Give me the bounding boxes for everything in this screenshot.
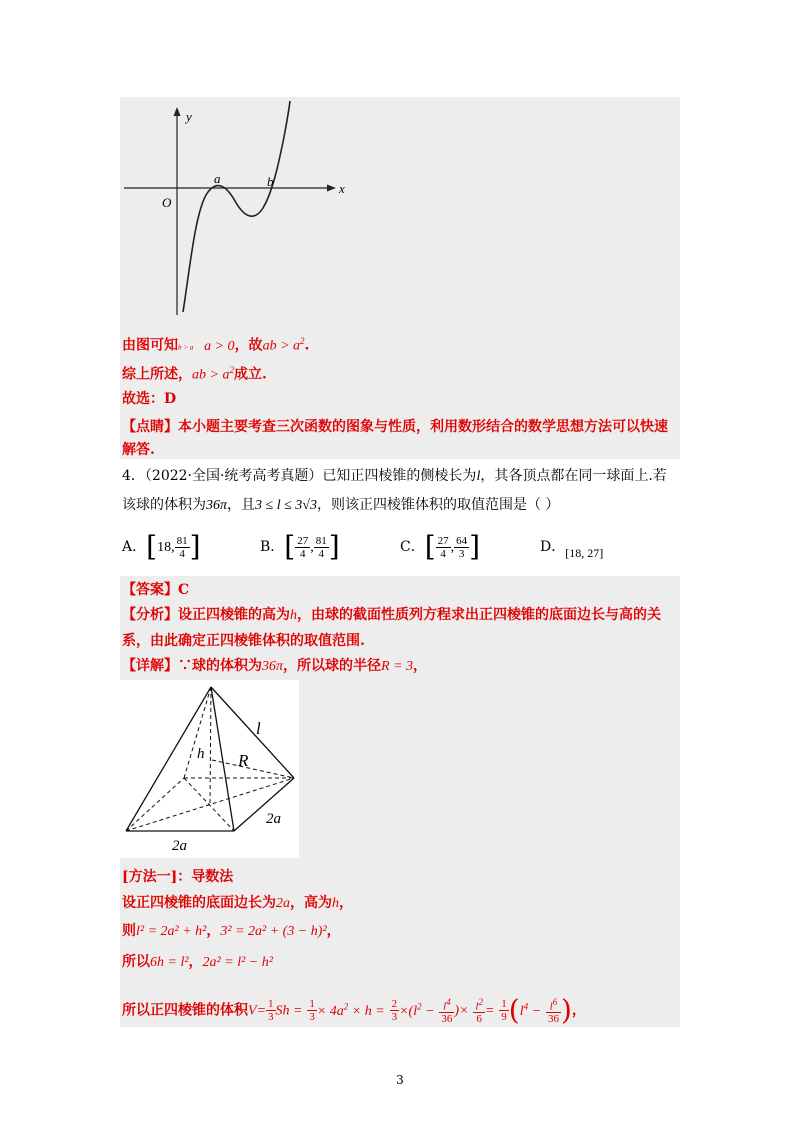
base-label-2a: 2a: [172, 838, 187, 854]
height-label-h: h: [197, 746, 205, 762]
method-1-line-1: 设正四棱锥的底面边长为2a，高为h，: [122, 895, 353, 911]
answer-line: 【答案】C: [122, 582, 190, 598]
y-axis-label: y: [186, 109, 192, 124]
page-number: 3: [396, 1073, 404, 1087]
origin-label: O: [162, 195, 172, 210]
option-a[interactable]: A．[18, $\frac{81}{4}$ ]: [122, 530, 201, 563]
comment-line-1: 【点睛】本小题主要考查三次函数的图象与性质，利用数形结合的数学思想方法可以快速: [122, 419, 668, 435]
height-line: [210, 687, 211, 804]
option-d[interactable]: D．[18, 27]: [540, 539, 604, 560]
analysis-line-2: 系，由此确定正四棱锥体积的取值范围.: [122, 633, 365, 649]
point-b-label: b: [267, 174, 274, 189]
edge-label-l: l: [256, 719, 261, 738]
x-axis-label: x: [339, 181, 345, 196]
method-1-line-3: 所以6h = l²，2a² = l² − h²: [122, 954, 273, 970]
question-4-line-2: 该球的体积为36π，且3 ≤ l ≤ 3√3，则该正四棱锥体积的取值范围是（ ）: [122, 497, 560, 513]
edge-apex-back-left: [184, 687, 211, 778]
x-axis-arrow: [327, 185, 336, 192]
pyramid-figure: [120, 680, 299, 858]
method-1-line-2: 则l² = 2a² + h²，3² = 2a² + (3 − h)²，: [122, 923, 341, 939]
point-a-label: a: [214, 171, 221, 186]
comment-line-2: 解答.: [122, 442, 155, 458]
y-axis-arrow: [174, 107, 181, 116]
conclusion-line-2: 综上所述，ab > $a^2$成立.: [122, 365, 267, 383]
conclusion-line-1: 由图可知b > a a > 0，故ab > $a^2$.: [122, 336, 310, 354]
cubic-curve: [183, 101, 290, 312]
option-c[interactable]: C．[ $\frac{27}{4}$ , $\frac{64}{3}$ ]: [400, 530, 481, 563]
question-4-line-1: 4．（2022·全国·统考高考真题）已知正四棱锥的侧棱长为l，其各顶点都在同一球面上.若: [122, 468, 667, 484]
method-1-line-4: 所以正四棱锥的体积V= $\frac{1}{3}$ Sh = $\frac{1}{3}$ × $4a^2 \times h$ = $\frac{2}{3}$ $\times(l^2$ − $\frac{l^4}{36}$ )× $\frac{l^2}{6}$ = $\frac{1}{9}$ ($l^4$ − $\frac{l^6}{36}$ )，: [122, 993, 586, 1027]
option-b[interactable]: B．[ $\frac{27}{4}$ , $\frac{81}{4}$ ]: [260, 530, 340, 563]
analysis-line-1: 【分析】设正四棱锥的高为h，由球的截面性质列方程求出正四棱锥的底面边长与高的关: [122, 607, 661, 623]
detail-line: 【详解】∵球的体积为36π，所以球的半径R = 3，: [122, 658, 428, 674]
side-label-2a: 2a: [266, 811, 281, 827]
base-left-edge: [126, 778, 184, 831]
choice-line: 故选：D: [122, 391, 177, 407]
cubic-function-graph: [120, 97, 360, 322]
radius-label-r: R: [238, 751, 249, 770]
base-right-edge: [234, 778, 294, 831]
method-1-title: [方法一]：导数法: [122, 869, 234, 885]
